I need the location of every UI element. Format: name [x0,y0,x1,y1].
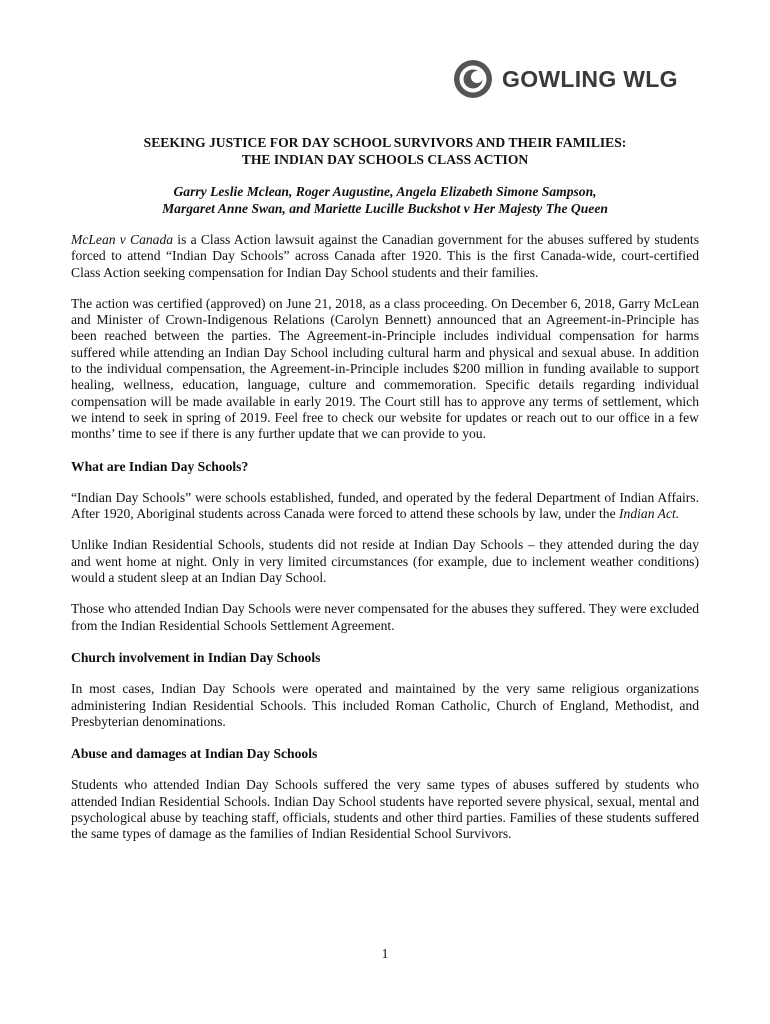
document-title [71,135,699,168]
abuse-heading: Abuse and damages at Indian Day Schools [71,746,318,762]
logo-text: GOWLING WLG [502,65,678,92]
what-are-paragraph-3: Those who attended Indian Day Schools were never compensated for the abuses they suffered. They were excluded from the Indian Residential Schools Settlement Agreement. [71,601,699,633]
page-number: 1 [381,946,389,961]
title-line-1: SEEKING JUSTICE FOR DAY SCHOOL SURVIVORS AND THEIR FAMILIES: [143,135,627,150]
title-line-2: THE INDIAN DAY SCHOOLS CLASS ACTION [241,151,529,167]
church-paragraph: In most cases, Indian Day Schools were operated and maintained by the very same religious organizations administering Indian Residential Schools. This included Roman Catholic, Church of England, Methodist, and Presbyterian denominations. [71,681,699,729]
what-are-heading: What are Indian Day Schools? [71,458,249,474]
case-name: McLean v Canada [71,232,174,247]
gowling-ring-icon [452,58,494,100]
indian-act-ref: Indian Act. [619,506,680,522]
intro-text: is a Class Action lawsuit against the Canadian government for the abuses suffered by students forced to attend “Indian Day Schools” across Canada after 1920. This is the first Canada-wide, court-certified Class Action seeking compensation for Indian Day School students and their families. [71,232,699,280]
certification-paragraph: The action was certified (approved) on June 21, 2018, as a class proceeding. On December 6, 2018, Garry McLean and Minister of Crown-Indigenous Relations (Carolyn Bennett) announced that an Agreement-in-Principle has been reached between the parties. The Agreement-in-Principle includes individual compensation for harms suffered while attending an Indian Day School including cultural harm and physical and sexual abuse. In addition to the individual compensation, the Agreement-in-Principle includes $200 million in funding available to support healing, wellness, education, language, culture and commemoration. Specific details regarding individual compensation will be made available in early 2019. The Court still has to approve any terms of settlement, which we intend to seek in spring of 2019. Feel free to check our website for updates or reach out to our office in a few months’ time to see if there is any further update that we can provide to you. [71,295,699,442]
parties-line-1: Garry Leslie Mclean, Roger Augustine, Angela Elizabeth Simone Sampson, [173,184,597,199]
case-parties [71,183,699,217]
parties-line-2: Margaret Anne Swan, and Mariette Lucille Buckshot v Her Majesty The Queen [162,201,608,216]
document-body [71,135,699,843]
abuse-paragraph: Students who attended Indian Day Schools suffered the very same types of abuses suffered by students who attended Indian Residential Schools. Indian Day School students have reported severe physical, sexual, mental and psychological abuse by teaching staff, officials, students and other third parties. Families of these students suffered the same types of damage as the families of Indian Residential School Survivors. [71,777,699,842]
church-heading: Church involvement in Indian Day Schools [71,649,321,665]
what-are-paragraph-2: Unlike Indian Residential Schools, students did not reside at Indian Day Schools – they attended during the day and went home at night. Only in very limited circumstances (for example, due to inclement weather conditions) would a student sleep at an Indian Day School. [71,537,699,586]
gowling-wlg-logo [452,58,678,100]
what-are-paragraph-1 [71,490,699,523]
intro-paragraph [71,232,699,281]
what-are-p1-text: “Indian Day Schools” were schools established, funded, and operated by the federal Department of Indian Affairs. After 1920, Aboriginal students across Canada were forced to attend these schools by law, under the [71,489,699,522]
